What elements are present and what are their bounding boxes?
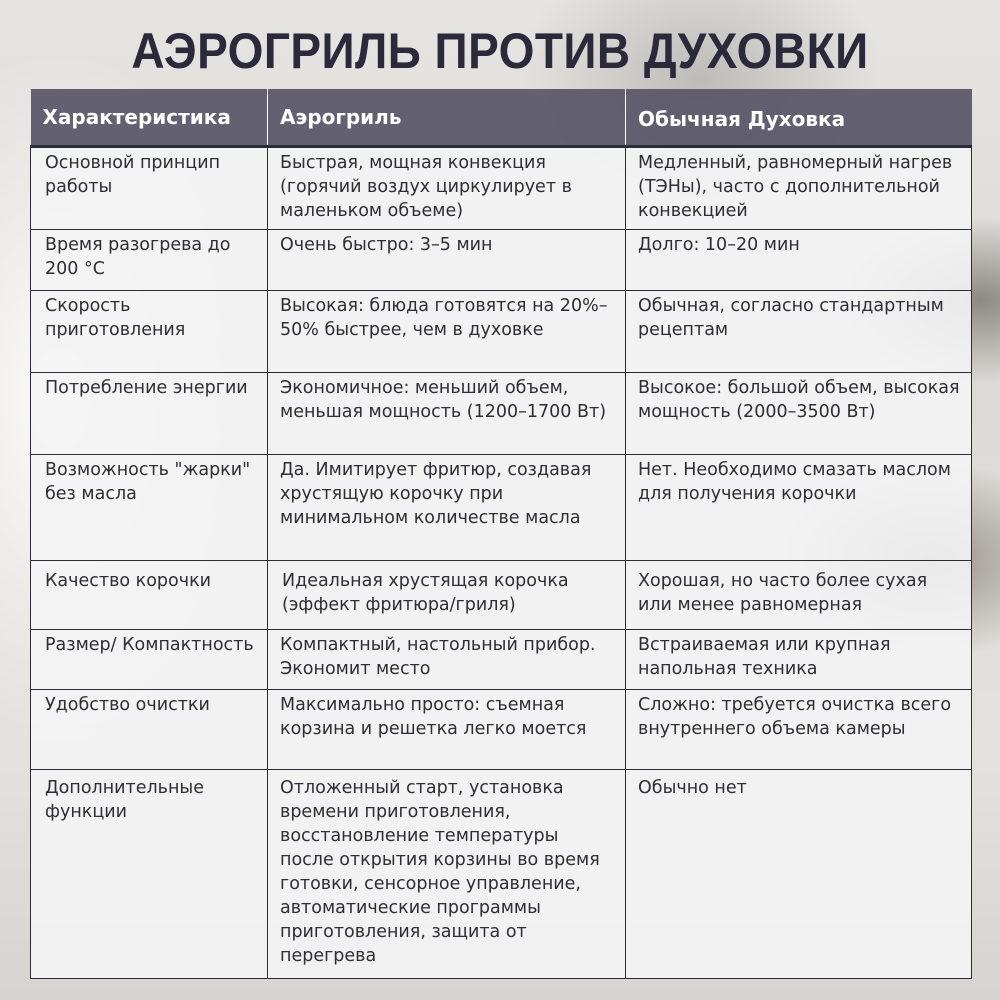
air-fryer-cell: Отложенный старт, установка времени приготовления, восстановление температуры после открытия корзины во время готовки, сенсорное управление, автоматические программы приготовления, защита от перегрева xyxy=(268,770,626,979)
feature-cell: Качество корочки xyxy=(31,561,268,630)
air-fryer-cell: Экономичное: меньший объем, меньшая мощность (1200–1700 Вт) xyxy=(268,373,626,455)
feature-cell: Время разогрева до 200 °C xyxy=(31,230,268,291)
air-fryer-cell: Идеальная хрустящая корочка (эффект фритюра/гриля) xyxy=(268,561,626,630)
table-row xyxy=(31,230,972,291)
header-air-fryer: Аэрогриль xyxy=(268,89,626,147)
feature-cell: Основной принцип работы xyxy=(31,147,268,230)
table-row xyxy=(31,630,972,690)
comparison-table xyxy=(30,89,972,979)
header-feature: Характеристика xyxy=(31,89,268,147)
feature-cell: Дополнительные функции xyxy=(31,770,268,979)
oven-cell: Сложно: требуется очистка всего внутреннего объема камеры xyxy=(626,690,972,770)
feature-cell: Потребление энергии xyxy=(31,373,268,455)
air-fryer-cell: Высокая: блюда готовятся на 20%–50% быстрее, чем в духовке xyxy=(268,291,626,373)
oven-cell: Обычная, согласно стандартным рецептам xyxy=(626,291,972,373)
oven-cell: Встраиваемая или крупная напольная техника xyxy=(626,630,972,690)
oven-cell: Обычно нет xyxy=(626,770,972,979)
oven-cell: Долго: 10–20 мин xyxy=(626,230,972,291)
feature-cell: Возможность "жарки" без масла xyxy=(31,455,268,561)
air-fryer-cell: Быстрая, мощная конвекция (горячий воздух циркулирует в маленьком объеме) xyxy=(268,147,626,230)
feature-cell: Удобство очистки xyxy=(31,690,268,770)
table-row xyxy=(31,561,972,630)
header-oven: Обычная Духовка xyxy=(626,89,972,147)
oven-cell: Высокое: большой объем, высокая мощность (2000–3500 Вт) xyxy=(626,373,972,455)
table-row xyxy=(31,770,972,979)
air-fryer-cell: Очень быстро: 3–5 мин xyxy=(268,230,626,291)
oven-cell: Хорошая, но часто более сухая или менее равномерная xyxy=(626,561,972,630)
air-fryer-cell: Компактный, настольный прибор. Экономит место xyxy=(268,630,626,690)
oven-cell: Медленный, равномерный нагрев (ТЭНы), часто с дополнительной конвекцией xyxy=(626,147,972,230)
page-title: АЭРОГРИЛЬ ПРОТИВ ДУХОВКИ xyxy=(131,23,869,79)
table-row xyxy=(31,455,972,561)
feature-cell: Скорость приготовления xyxy=(31,291,268,373)
oven-cell: Нет. Необходимо смазать маслом для получения корочки xyxy=(626,455,972,561)
air-fryer-cell: Да. Имитирует фритюр, создавая хрустящую корочку при минимальном количестве масла xyxy=(268,455,626,561)
table-header-row xyxy=(31,89,972,147)
air-fryer-cell: Максимально просто: съемная корзина и решетка легко моется xyxy=(268,690,626,770)
table-row xyxy=(31,291,972,373)
table-row xyxy=(31,373,972,455)
table-row xyxy=(31,147,972,230)
feature-cell: Размер/ Компактность xyxy=(31,630,268,690)
table-row xyxy=(31,690,972,770)
